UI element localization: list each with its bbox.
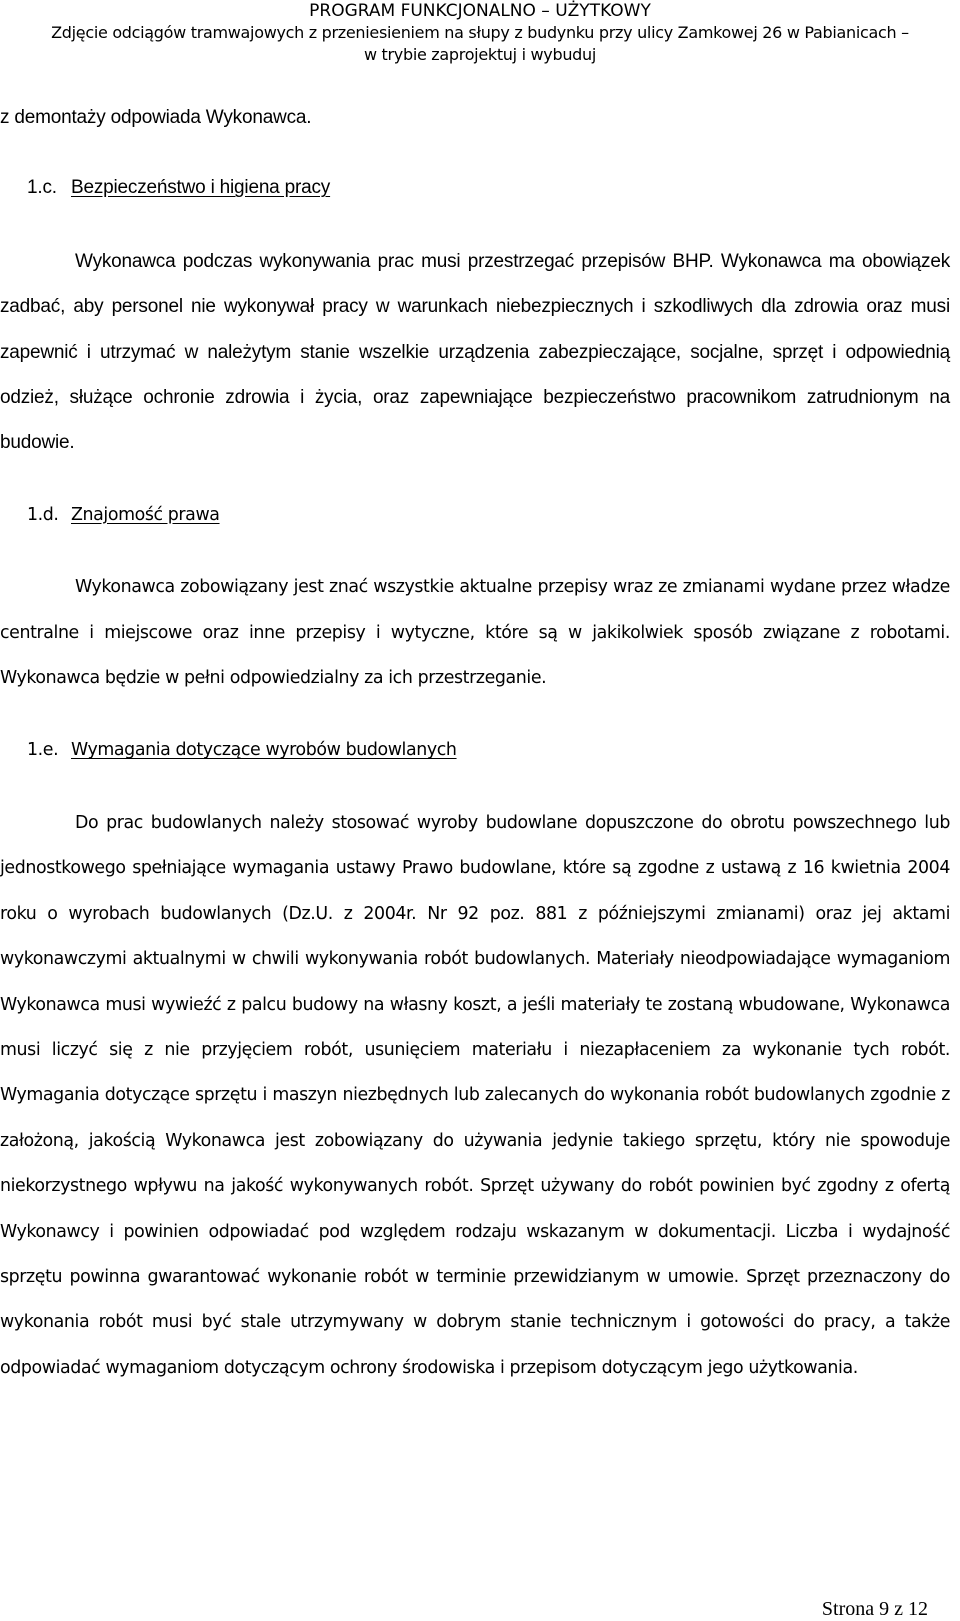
- section-title: Bezpieczeństwo i higiena pracy: [71, 177, 331, 199]
- document-body: [0, 95, 950, 1391]
- section-heading-1d: [0, 493, 950, 538]
- section-number: 1.c.: [27, 177, 57, 199]
- section-body-1c: Wykonawca podczas wykonywania prac musi przestrzegać przepisów BHP. Wykonawca ma obowiązek zadbać, aby personel nie wykonywał pracy w warunkach niebezpiecznych i szkodliwych dla zdrowia oraz musi zapewnić i utrzymać w należytym stanie wszelkie urządzenia zabezpieczające, socjalne, sprzęt i odpowiednią odzież, służące ochronie zdrowia i życia, oraz zapewniające bezpieczeństwo pracownikom zatrudnionym na budowie.: [0, 250, 950, 454]
- page-number: Strona 9 z 12: [821, 1598, 928, 1620]
- header-mode: w trybie zaprojektuj i wybuduj: [363, 45, 597, 64]
- header-title: PROGRAM FUNKCJONALNO – UŻYTKOWY: [309, 1, 651, 21]
- section-number: 1.d.: [27, 504, 59, 525]
- section-title: Znajomość prawa: [71, 504, 220, 525]
- section-title: Wymagania dotyczące wyrobów budowlanych: [71, 740, 457, 761]
- section-body-1d: Wykonawca zobowiązany jest znać wszystkie aktualne przepisy wraz ze zmianami wydane przez władze centralne i miejscowe oraz inne przepisy i wytyczne, które są w jakikolwiek sposób związane z robotami. Wykonawca będzie w pełni odpowiedzialny za ich przestrzeganie.: [0, 577, 950, 689]
- continuation-text: z demontaży odpowiada Wykonawca.: [0, 107, 312, 128]
- header-subtitle: Zdjęcie odciągów tramwajowych z przeniesieniem na słupy z budynku przy ulicy Zamkowej 26 w Pabianicach –: [51, 23, 909, 42]
- page-header: [0, 0, 960, 66]
- section-number: 1.e.: [27, 740, 59, 761]
- section-heading-1e: [0, 728, 950, 773]
- section-heading-1c: [0, 165, 950, 211]
- section-body-1e: Do prac budowlanych należy stosować wyroby budowlane dopuszczone do obrotu powszechnego lub jednostkowego spełniające wymagania ustawy Prawo budowlane, które są zgodne z ustawą z 16 kwietnia 2004 roku o wyrobach budowlanych (Dz.U. z 2004r. Nr 92 poz. 881 z późniejszymi zmianami) oraz jej aktami wykonawczymi aktualnymi w chwili wykonywania robót budowlanych. Materiały nieodpowiadające wymaganiom Wykonawca musi wywieźć z palcu budowy na własny koszt, a jeśli materiały te zostaną wbudowane, Wykonawca musi liczyć się z nie przyjęciem robót, usunięciem materiału i niezapłaceniem za wykonanie tych robót. Wymagania dotyczące sprzętu i maszyn niezbędnych lub zalecanych do wykonania robót budowlanych zgodnie z założoną, jakością Wykonawca jest zobowiązany do używania jedynie takiego sprzętu, który nie spowoduje niekorzystnego wpływu na jakość wykonywanych robót. Sprzęt używany do robót powinien być zgodny z ofertą Wykonawcy i powinien odpowiadać pod względem rodzaju wskazanym w dokumentacji. Liczba i wydajność sprzętu powinna gwarantować wykonanie robót w terminie przewidzianym w umowie. Sprzęt przeznaczony do wykonania robót musi być stale utrzymywany w dobrym stanie technicznym i gotowości do pracy, a także odpowiadać wymaganiom dotyczącym ochrony środowiska i przepisom dotyczącym jego użytkowania.: [0, 812, 950, 1378]
